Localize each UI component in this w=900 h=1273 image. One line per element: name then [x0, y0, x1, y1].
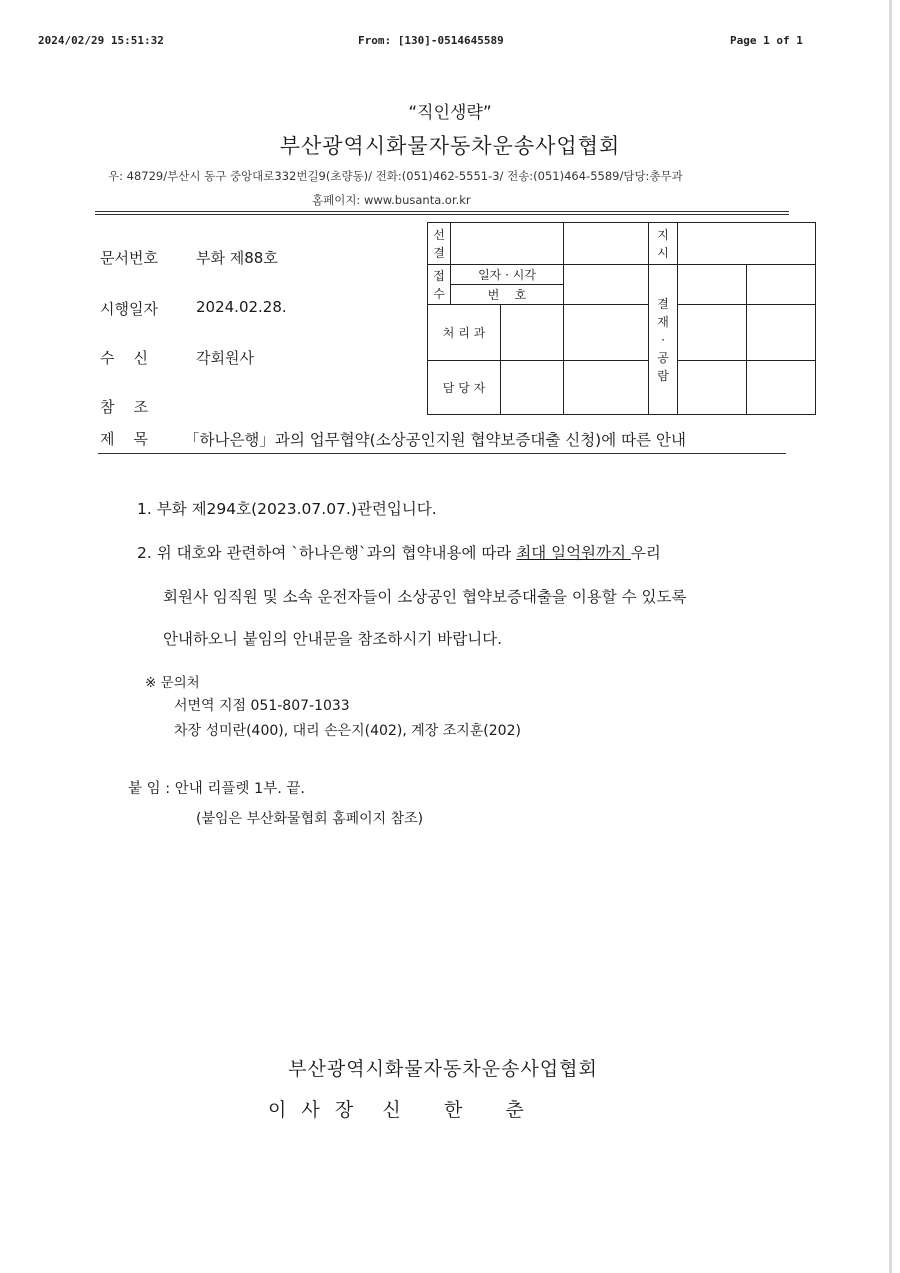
- jisi-label: 지 시: [649, 223, 678, 265]
- reference-label: 참 조: [100, 398, 149, 416]
- gyeoljae-cell: [747, 265, 816, 305]
- damdangja-cell: [501, 361, 564, 415]
- address-line: 우: 48729/부산시 동구 중앙대로332번길9(초량동)/ 전화:(051)462-5551-3/ 전송:(051)464-5589/담당:총무과: [108, 169, 683, 183]
- slogan: “직인생략”: [408, 103, 492, 123]
- gyeoljae-cell: [678, 305, 747, 361]
- subject-label: 제 목: [100, 430, 149, 448]
- body-item-2-line-3: 안내하오니 붙임의 안내문을 참조하시기 바랍니다.: [163, 630, 503, 648]
- ilja-sigak: 일자 · 시각: [451, 265, 564, 285]
- damdangja: 담 당 자: [428, 361, 501, 415]
- gyeoljae-cell: [747, 361, 816, 415]
- jisi-cell: [678, 223, 816, 265]
- gyeoljae-gongnam-label: 결 재 · 공 람: [649, 265, 678, 415]
- body-item-2-line-2: 회원사 임직원 및 소속 운전자들이 소상공인 협약보증대출을 이용할 수 있도록: [163, 588, 687, 606]
- cheorigwa-cell-2: [564, 305, 649, 361]
- contact-title: ※ 문의처: [145, 675, 200, 691]
- cheorigwa: 처 리 과: [428, 305, 501, 361]
- cheorigwa-cell: [501, 305, 564, 361]
- homepage-line: 홈페이지: www.busanta.or.kr: [312, 193, 471, 207]
- subject-underline: [98, 453, 786, 454]
- recipient: 각회원사: [196, 349, 254, 367]
- doc-number: 부화 제88호: [196, 249, 278, 267]
- body-item-2: 2. 위 대호와 관련하여 `하나은행`과의 협약내용에 따라 최대 일억원까지 우리: [137, 544, 661, 562]
- org-title: 부산광역시화물자동차운송사업협회: [279, 134, 621, 158]
- recipient-label: 수 신: [100, 349, 149, 367]
- contact-people: 차장 성미란(400), 대리 손은지(402), 계장 조지훈(202): [174, 723, 521, 739]
- beonho: 번 호: [451, 285, 564, 305]
- fax-datetime: 2024/02/29 15:51:32: [38, 34, 164, 47]
- fax-page: Page 1 of 1: [730, 34, 803, 47]
- subject: 「하나은행」과의 업무협약(소상공인지원 협약보증대출 신청)에 따른 안내: [184, 431, 686, 449]
- attachment-note: (붙임은 부산화물협회 홈페이지 참조): [196, 811, 424, 827]
- gyeoljae-cell: [747, 305, 816, 361]
- gyeoljae-cell: [678, 265, 747, 305]
- attachment: 붙 임 : 안내 리플렛 1부. 끝.: [128, 781, 306, 797]
- approval-box: [427, 222, 816, 415]
- issue-date: 2024.02.28.: [196, 298, 287, 316]
- contact-branch: 서면역 지점 051-807-1033: [174, 698, 350, 714]
- seon-gyeol-cell: [451, 223, 564, 265]
- footer-org-name: 부산광역시화물자동차운송사업협회: [288, 1058, 598, 1080]
- gyeoljae-cell: [678, 361, 747, 415]
- scan-edge-line: [889, 0, 892, 1273]
- president-name: 이 사 장 신 한 춘: [268, 1099, 525, 1121]
- damdangja-cell-2: [564, 361, 649, 415]
- fax-from: From: [130]-0514645589: [358, 34, 504, 47]
- date-label: 시행일자: [100, 300, 158, 318]
- header-divider: [95, 211, 789, 212]
- header-divider-2: [95, 214, 789, 215]
- doc-number-label: 문서번호: [100, 249, 158, 267]
- highlight-amount: 최대 일억원까지: [516, 544, 631, 562]
- jeopsu-label: 접 수: [428, 265, 451, 305]
- seon-gyeol-cell-2: [564, 223, 649, 265]
- seon-gyeol-label: 선 결: [428, 223, 451, 265]
- body-item-1: 1. 부화 제294호(2023.07.07.)관련입니다.: [137, 500, 437, 518]
- jeopsu-cell: [564, 265, 649, 305]
